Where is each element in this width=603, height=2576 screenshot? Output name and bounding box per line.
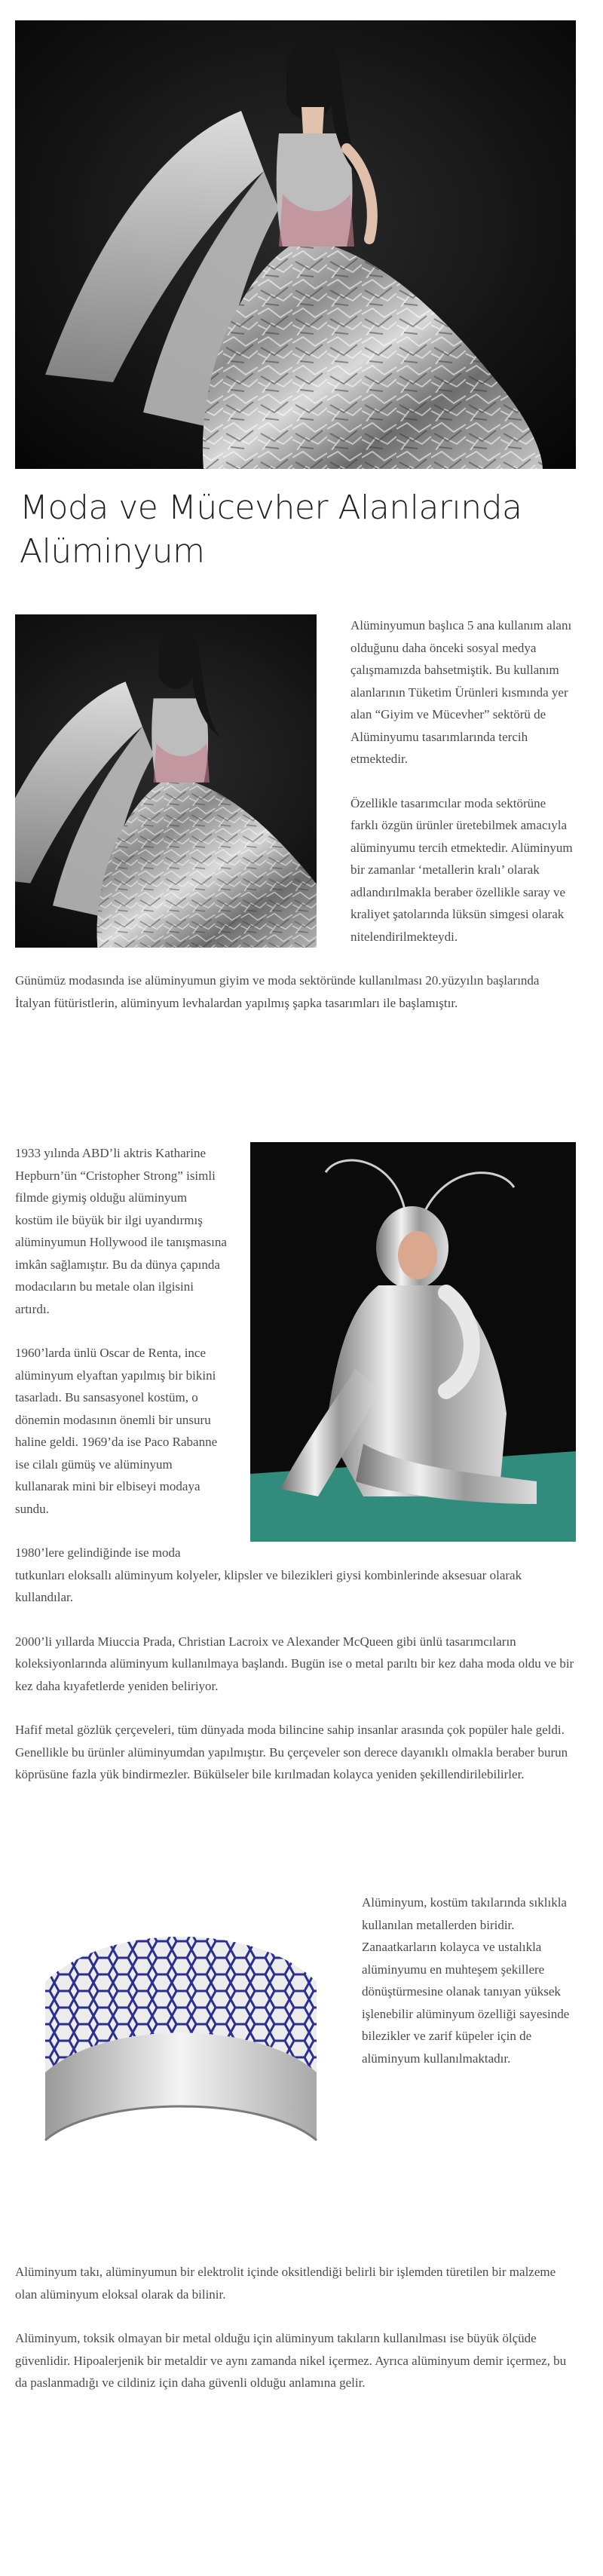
history-paragraph-5: Hafif metal gözlük çerçeveleri, tüm dünyada moda bilincine sahip insanlar arasında çok popüler hale geldi. Genellikle bu ürünler alüminyumdan yapılmıştır. Bu çerçeveler son derece dayanıklı olmakla beraber burun köprüsüne fazla yük bindirmezler. Bükülseler bile kırılmadan kolayca yeniden şekillendirilebilirler. xyxy=(15,1723,568,1781)
hero-image xyxy=(15,20,576,469)
page-title: Moda ve Mücevher Alanlarında Alüminyum xyxy=(20,489,522,571)
intro-paragraph-3: Günümüz modasında ise alüminyumun giyim ve moda sektöründe kullanılması 20.yüzyılın başlarında İtalyan fütüristlerin, alüminyum levhalardan yapılmış şapka tasarımları ile başlamıştır. xyxy=(15,973,540,1010)
history-paragraph-2: 1960’larda ünlü Oscar de Renta, ince alüminyum elyaftan yapılmış bir bikini tasarladı. Bu sansasyonel kostüm, o dönemin modasının önemli bir unsuru haline geldi. 1969’da ise Paco Rabanne ise cilalı gümüş ve alüminyum kullanarak mini bir elbiseyi modaya sundu. xyxy=(15,1346,218,1516)
intro-paragraph-2: Özellikle tasarımcılar moda sektörüne farklı özgün ürünler üretebilmek amacıyla alüminyumu tercih etmektedir. Alüminyum bir zamanlar ‘metallerin kralı’ olarak adlandırılmakla beraber özellikle saray ve kraliyet şatolarında lüksün simgesi olarak nitelendirilmekteydi. xyxy=(350,795,573,944)
history-paragraph-1: 1933 yılında ABD’li aktris Katharine Hepburn’ün “Cristopher Strong” isimli filmde giymiş olduğu alüminyum kostüm ile büyük bir ilgi uyandırmış alüminyumun Hollywood ile tanışmasına imkân sağlamıştır. Bu da dünya çapında modacıların bu metale olan ilgisini artırdı. xyxy=(15,1146,227,1316)
aluminum-foil-dress-photo xyxy=(15,614,317,948)
section-jewelry xyxy=(15,1891,576,2416)
silver-metallic-catsuit-photo xyxy=(250,1142,576,1542)
jewelry-paragraph-1: Alüminyum, kostüm takılarında sıklıkla kullanılan metallerden biridir. Zanaatkarların kolayca ve ustalıkla alüminyumu en muhteşem şekillere dönüştürmesine olanak tanıyan yüksek işlenebilir alüminyum özelliği sayesinde bilezikler ve zarif küpeler için de alüminyum kullanılmaktadır. xyxy=(362,1895,570,2066)
jewelry-paragraph-3: Alüminyum, toksik olmayan bir metal olduğu için alüminyum takıların kullanılması ise büyük ölçüde güvenlidir. Hipoalerjenik bir metaldir ve aynı zamanda nikel içermez. Ayrıca alüminyum demir içermez, bu da paslanmadığı ve cildiniz için daha güvenli olduğu anlamına gelir. xyxy=(15,2331,567,2390)
bracelet-image xyxy=(15,1891,339,2216)
catsuit-image xyxy=(250,1142,576,1542)
dress-thumbnail-image xyxy=(15,614,317,948)
section-intro xyxy=(15,614,576,1036)
aluminum-cuff-bracelet-photo xyxy=(15,1891,339,2216)
jewelry-paragraph-2: Alüminyum takı, alüminyumun bir elektrolit içinde oksitlendiği belirli bir işlemden türetilen bir malzeme olan alüminyum eloksal olarak da bilinir. xyxy=(15,2265,556,2302)
history-paragraph-4: 2000’li yıllarda Miuccia Prada, Christian Lacroix ve Alexander McQueen gibi ünlü tasarımcıların koleksiyonlarında alüminyum kullanılmaya başlandı. Bugün ise o metal parıltı bir kez daha moda oldu ve bir kez daha kıyafetlerde yeniden beliriyor. xyxy=(15,1634,574,1693)
intro-paragraph-1: Alüminyumun başlıca 5 ana kullanım alanı olduğunu daha önceki sosyal medya çalışmamızda bahsetmiştik. Bu kullanım alanlarının Tüketim Ürünleri kısmında yer alan “Giyim ve Mücevher” sektörü de Alüminyumu tasarımlarında tercih etmektedir. xyxy=(350,618,572,766)
aluminum-foil-dress-photo xyxy=(15,20,576,469)
section-history xyxy=(15,1142,576,1808)
history-paragraph-3: 1980’lere gelindiğinde ise moda tutkunları eloksallı alüminyum kolyeler, klipsler ve bilezikleri giysi kombinlerinde aksesuar olarak kullandılar. xyxy=(15,1545,522,1604)
